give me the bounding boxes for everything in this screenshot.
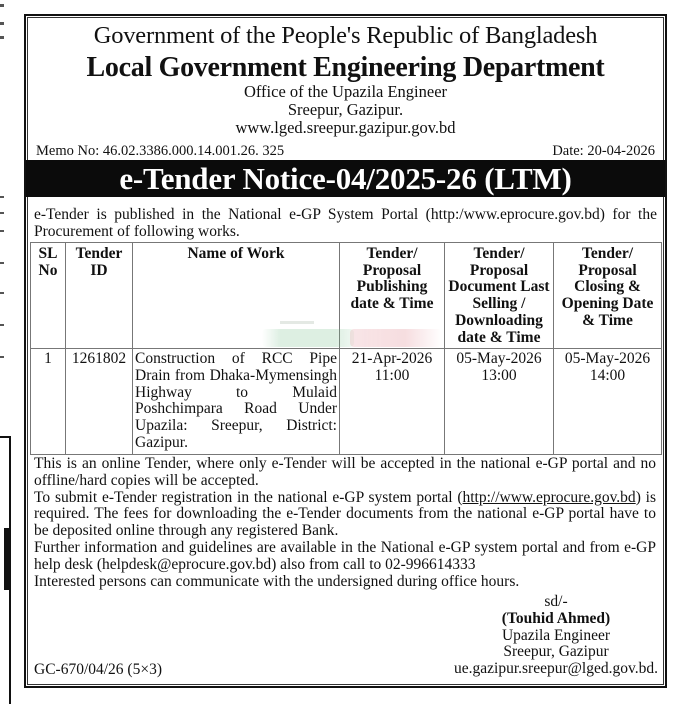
table-row	[31, 349, 662, 455]
adjacent-ad-border	[0, 436, 11, 704]
office-location: Sreepur, Gazipur.	[287, 100, 404, 119]
publishing-time: 11:00	[374, 366, 410, 384]
cell-last-selling-date	[445, 349, 554, 455]
body-paragraph-helpdesk: Further information and guidelines are available in the National e-GP system portal and from e-GP help desk (helpdesk@eprocure.gov.bd) also from call to 02-996614333	[34, 538, 656, 573]
signatory-place: Sreepur, Gazipur	[503, 643, 609, 661]
notice-title-band	[26, 160, 665, 197]
office-name: Office of the Upazila Engineer	[243, 82, 448, 101]
closing-time: 14:00	[589, 366, 626, 384]
closing-date: 05-May-2026	[564, 350, 651, 368]
memo-row	[36, 143, 655, 160]
memo-number: Memo No: 46.02.3386.000.14.001.26. 325	[36, 143, 285, 159]
header-sl-no: SL No	[31, 243, 66, 349]
edge-mark	[0, 292, 4, 294]
notice-body	[34, 456, 656, 590]
edge-mark	[0, 36, 4, 39]
publishing-date: 21-Apr-2026	[351, 350, 433, 368]
government-title: Government of the People's Republic of Bangladesh	[93, 22, 598, 49]
page-edge-artifacts	[0, 0, 12, 704]
edge-mark	[0, 262, 4, 264]
header-publishing-date: Tender/ Proposal Publishing date & Time	[340, 243, 445, 349]
edge-mark	[0, 324, 4, 326]
adjacent-ad-block	[4, 528, 9, 590]
registration-text-before: To submit e-Tender registration in the national e-GP system portal (	[34, 488, 463, 506]
intro-text: e-Tender is published in the National e-GP System Portal (http:/www.eprocure.gov.bd) for the Procurement of following works.	[34, 206, 657, 240]
body-paragraph-registration	[34, 490, 656, 540]
header-name-of-work: Name of Work	[133, 243, 340, 349]
edge-mark	[0, 22, 4, 25]
signature-sd: sd/-	[544, 593, 568, 610]
memo-date: Date: 20-04-2026	[552, 143, 655, 159]
signature-block	[446, 594, 666, 678]
office-website: www.lged.sreepur.gazipur.gov.bd	[235, 118, 456, 137]
cell-sl-no: 1	[31, 349, 66, 455]
cell-tender-id: 1261802	[66, 349, 133, 455]
signatory-name: (Touhid Ahmed)	[501, 609, 611, 627]
cell-publishing-date	[340, 349, 445, 455]
edge-mark	[0, 4, 4, 7]
signatory-title: Upazila Engineer	[501, 626, 610, 644]
eprocure-link[interactable]: http://www.eprocure.gov.bd	[462, 488, 636, 506]
header-last-selling-date: Tender/ Proposal Document Last Selling / Downloading date & Time	[445, 243, 554, 349]
registration-text-after: ) is required. The fees for downloading the e-Tender documents from the national e-GP portal have to be deposited online through any registered Bank.	[34, 488, 657, 540]
cell-name-of-work: Construction of RCC Pipe Drain from Dhaka-Mymensingh Highway to Mulaid Poshchimpara Road Under Upazila: Sreepur, District: Gazipur.	[133, 349, 340, 455]
edge-mark	[0, 356, 4, 358]
gc-reference: GC-670/04/26 (5×3)	[34, 661, 162, 678]
table-header-row	[31, 243, 662, 349]
body-paragraph-contact: Interested persons can communicate with the undersigned during office hours.	[34, 572, 520, 590]
department-title: Local Government Engineering Department	[86, 52, 605, 83]
selling-time: 13:00	[481, 366, 517, 384]
header-tender-id: Tender ID	[66, 243, 133, 349]
header-closing-opening-date: Tender/ Proposal Closing & Opening Date & Time	[554, 243, 662, 349]
body-paragraph-online-tender: This is an online Tender, where only e-Tender will be accepted in the national e-GP portal and no offline/hard copies will be accepted.	[34, 455, 656, 489]
tender-notice-frame	[24, 14, 667, 688]
tender-table	[30, 242, 662, 455]
edge-mark	[0, 212, 4, 214]
edge-mark	[0, 230, 4, 232]
cell-closing-date	[554, 349, 662, 455]
notice-title: e-Tender Notice-04/2025-26 (LTM)	[119, 161, 572, 196]
signatory-email: ue.gazipur.sreepur@lged.gov.bd.	[454, 660, 658, 678]
edge-mark	[0, 196, 4, 198]
selling-date: 05-May-2026	[456, 350, 542, 368]
